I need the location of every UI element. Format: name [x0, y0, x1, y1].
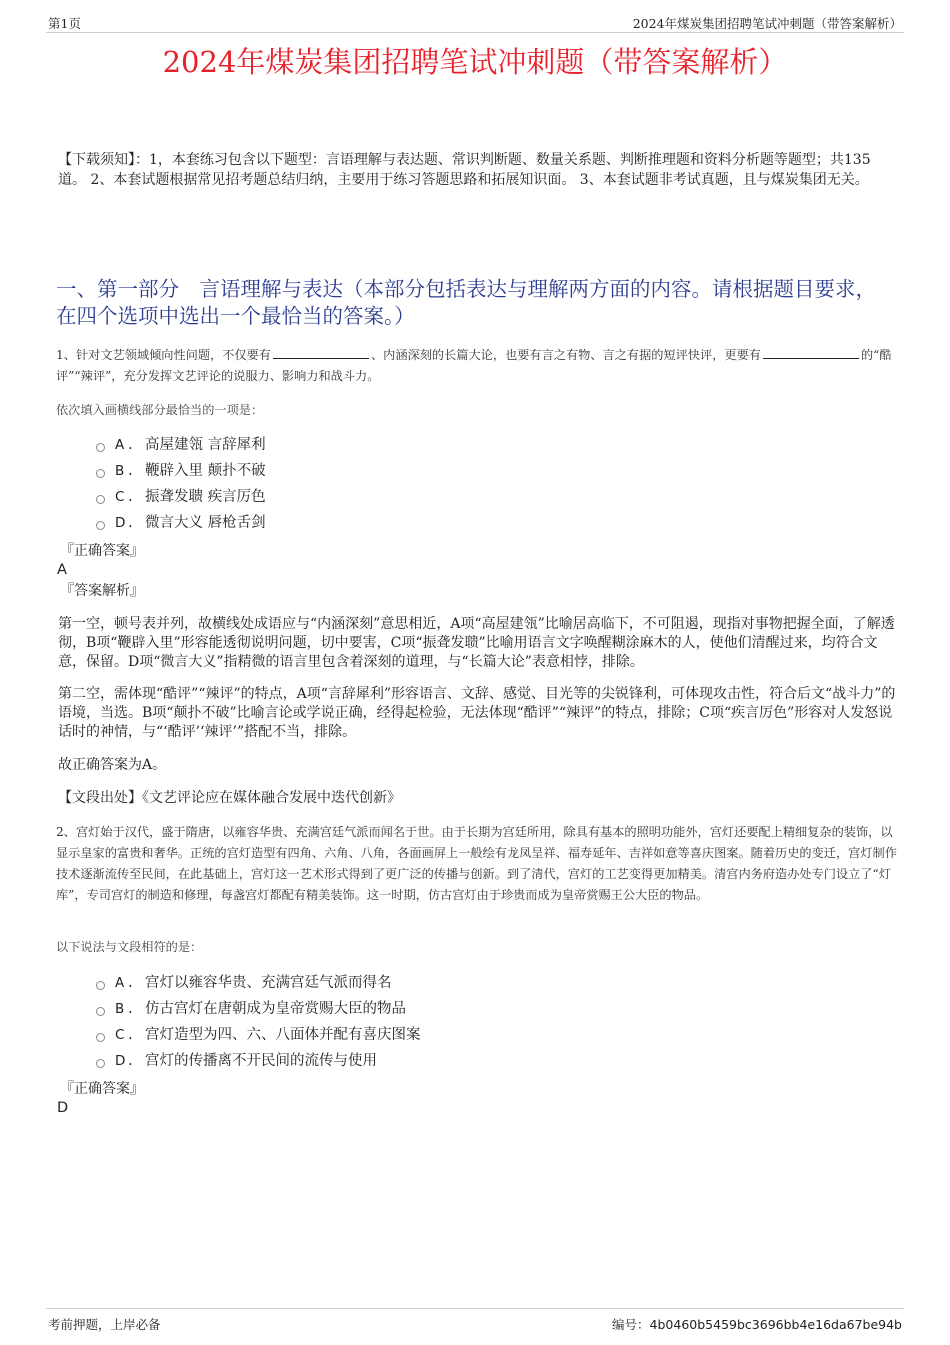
fill-blank-1: [273, 346, 369, 359]
correct-answer: A: [57, 562, 67, 578]
document-title: 2024年煤炭集团招聘笔试冲刺题（带答案解析）: [162, 45, 788, 79]
question-1-prompt: 依次填入画横线部分最恰当的一项是：: [56, 403, 264, 417]
footer-code: [612, 1315, 902, 1333]
question-2-prompt: 以下说法与文段相符的是：: [56, 940, 203, 954]
radio-button[interactable]: [96, 495, 105, 504]
option-letter: A: [115, 437, 125, 453]
option-dot: .: [128, 1027, 133, 1043]
option-letter: D: [115, 515, 126, 531]
page-number: 第1页: [48, 16, 81, 31]
option-letter: A: [115, 975, 125, 991]
option-dot: .: [128, 489, 133, 505]
radio-button[interactable]: [96, 1033, 105, 1042]
footer-slogan: 考前押题，上岸必备: [48, 1317, 161, 1332]
download-notice: 【下载须知】：1，本套练习包含以下题型：言语理解与表达题、常识判断题、数量关系题、判断推理题和资料分析题等题型；共135道。 2、本套试题根据常见招考题总结归纳，主要用于练习答题思路和拓展知识面。 3、本套试题非考试真题，且与煤炭集团无关。: [58, 152, 871, 188]
option-text: 仿古宫灯在唐朝成为皇帝赏赐大臣的物品: [145, 1001, 406, 1017]
option-dot: .: [128, 515, 133, 531]
option-a[interactable]: [96, 972, 696, 998]
option-text: 宫灯造型为四、六、八面体并配有喜庆图案: [145, 1027, 421, 1043]
option-text: 宫灯以雍容华贵、充满宫廷气派而得名: [145, 975, 392, 991]
option-text: 宫灯的传播离不开民间的流传与使用: [145, 1053, 377, 1069]
question-1-text: [56, 345, 904, 387]
option-b[interactable]: [96, 998, 696, 1024]
radio-button[interactable]: [96, 981, 105, 990]
question-1-text-part-a: 1、针对文艺领域倾向性问题，不仅要有: [56, 348, 271, 362]
option-dot: .: [128, 1001, 133, 1017]
code-label: 编号：: [612, 1317, 650, 1332]
radio-button[interactable]: [96, 443, 105, 452]
option-letter: C: [115, 489, 125, 505]
radio-button[interactable]: [96, 469, 105, 478]
radio-button[interactable]: [96, 521, 105, 530]
option-text: 微言大义 唇枪舌剑: [145, 515, 266, 531]
option-dot: .: [128, 975, 133, 991]
option-text: 鞭辟入里 颠扑不破: [145, 463, 266, 479]
section-heading: 一、第一部分 言语理解与表达（本部分包括表达与理解两方面的内容。请根据题目要求，在四个选项中选出一个最恰当的答案。）: [56, 277, 876, 328]
correct-answer: D: [57, 1100, 69, 1116]
radio-button[interactable]: [96, 1007, 105, 1016]
option-d[interactable]: [96, 1050, 696, 1076]
question-1-text-part-c: 的“酷评”“辣评”，充分发挥文艺评论的说服力、影响力和战斗力。: [56, 348, 892, 383]
question-1-text-part-b: 、内涵深刻的长篇大论，也要有言之有物、言之有据的短评快评，更要有: [370, 348, 761, 362]
option-text: 振聋发聩 疾言厉色: [145, 489, 266, 505]
option-letter: C: [115, 1027, 125, 1043]
option-letter: B: [115, 1001, 125, 1017]
document-code: 4b0460b5459bc3696bb4e16da67be94b: [649, 1317, 902, 1332]
answer-label: 『正确答案』: [60, 543, 144, 559]
radio-button[interactable]: [96, 1059, 105, 1068]
analysis-paragraph-1: 第一空，顿号表并列，故横线处成语应与“内涵深刻”意思相近，A项“高屋建瓴”比喻居高临下，不可阻遏，现指对事物把握全面，了解透彻，B项“鞭辟入里”形容能透彻说明问题，切中要害，C项“振聋发聩”比喻用语言文字唤醒糊涂麻木的人，使他们清醒过来，均符合文意，保留。D项“微言大义”指精微的语言里包含着深刻的道理，与“长篇大论”表意相悖，排除。: [58, 616, 895, 670]
option-d[interactable]: [96, 512, 696, 538]
option-a[interactable]: [96, 434, 696, 460]
question-1-options: [96, 434, 696, 538]
option-letter: D: [115, 1053, 126, 1069]
option-dot: .: [128, 463, 133, 479]
header-doc-title: 2024年煤炭集团招聘笔试冲刺题（带答案解析）: [632, 16, 902, 31]
page-footer: [46, 1308, 904, 1333]
option-letter: B: [115, 463, 125, 479]
analysis-conclusion: 故正确答案为A。: [58, 757, 167, 773]
answer-label: 『正确答案』: [60, 1081, 144, 1097]
option-c[interactable]: [96, 1024, 696, 1050]
option-c[interactable]: [96, 486, 696, 512]
analysis-paragraph-2: 第二空，需体现“酷评”“辣评”的特点，A项“言辞犀利”形容语言、文辞、感觉、目光等的尖锐锋利，可体现攻击性，符合后文“战斗力”的语境，当选。B项“颠扑不破”比喻言论或学说正确，经得起检验，无法体现“酷评”“辣评”的特点，排除；C项“疾言厉色”形容对人发怒说话时的神情，与“‘酷评’‘辣评’”搭配不当，排除。: [58, 686, 896, 740]
analysis-label: 『答案解析』: [60, 583, 144, 599]
question-2-text: 2、宫灯始于汉代，盛于隋唐，以雍容华贵、充满宫廷气派而闻名于世。由于长期为宫廷所用，除具有基本的照明功能外，宫灯还要配上精细复杂的装饰，以显示皇家的富贵和奢华。正统的宫灯造型有四角、六角、八角，各面画屏上一般绘有龙凤呈祥、福寿延年、吉祥如意等喜庆图案。随着历史的变迁，宫灯制作技术逐渐流传至民间，在此基础上，宫灯这一艺术形式得到了更广泛的传播与创新。到了清代，宫灯的工艺变得更加精美。清宫内务府造办处专门设立了“灯库”，专司宫灯的制造和修理，每盏宫灯都配有精美装饰。这一时期，仿古宫灯由于珍贵而成为皇帝赏赐王公大臣的物品。: [56, 825, 897, 902]
option-text: 高屋建瓴 言辞犀利: [145, 437, 266, 453]
question-2-options: [96, 972, 696, 1076]
option-dot: .: [128, 437, 133, 453]
fill-blank-2: [763, 346, 859, 359]
option-dot: .: [128, 1053, 133, 1069]
page-header: [46, 14, 904, 33]
option-b[interactable]: [96, 460, 696, 486]
source-citation: 【文段出处】《文艺评论应在媒体融合发展中迭代创新》: [58, 790, 401, 806]
